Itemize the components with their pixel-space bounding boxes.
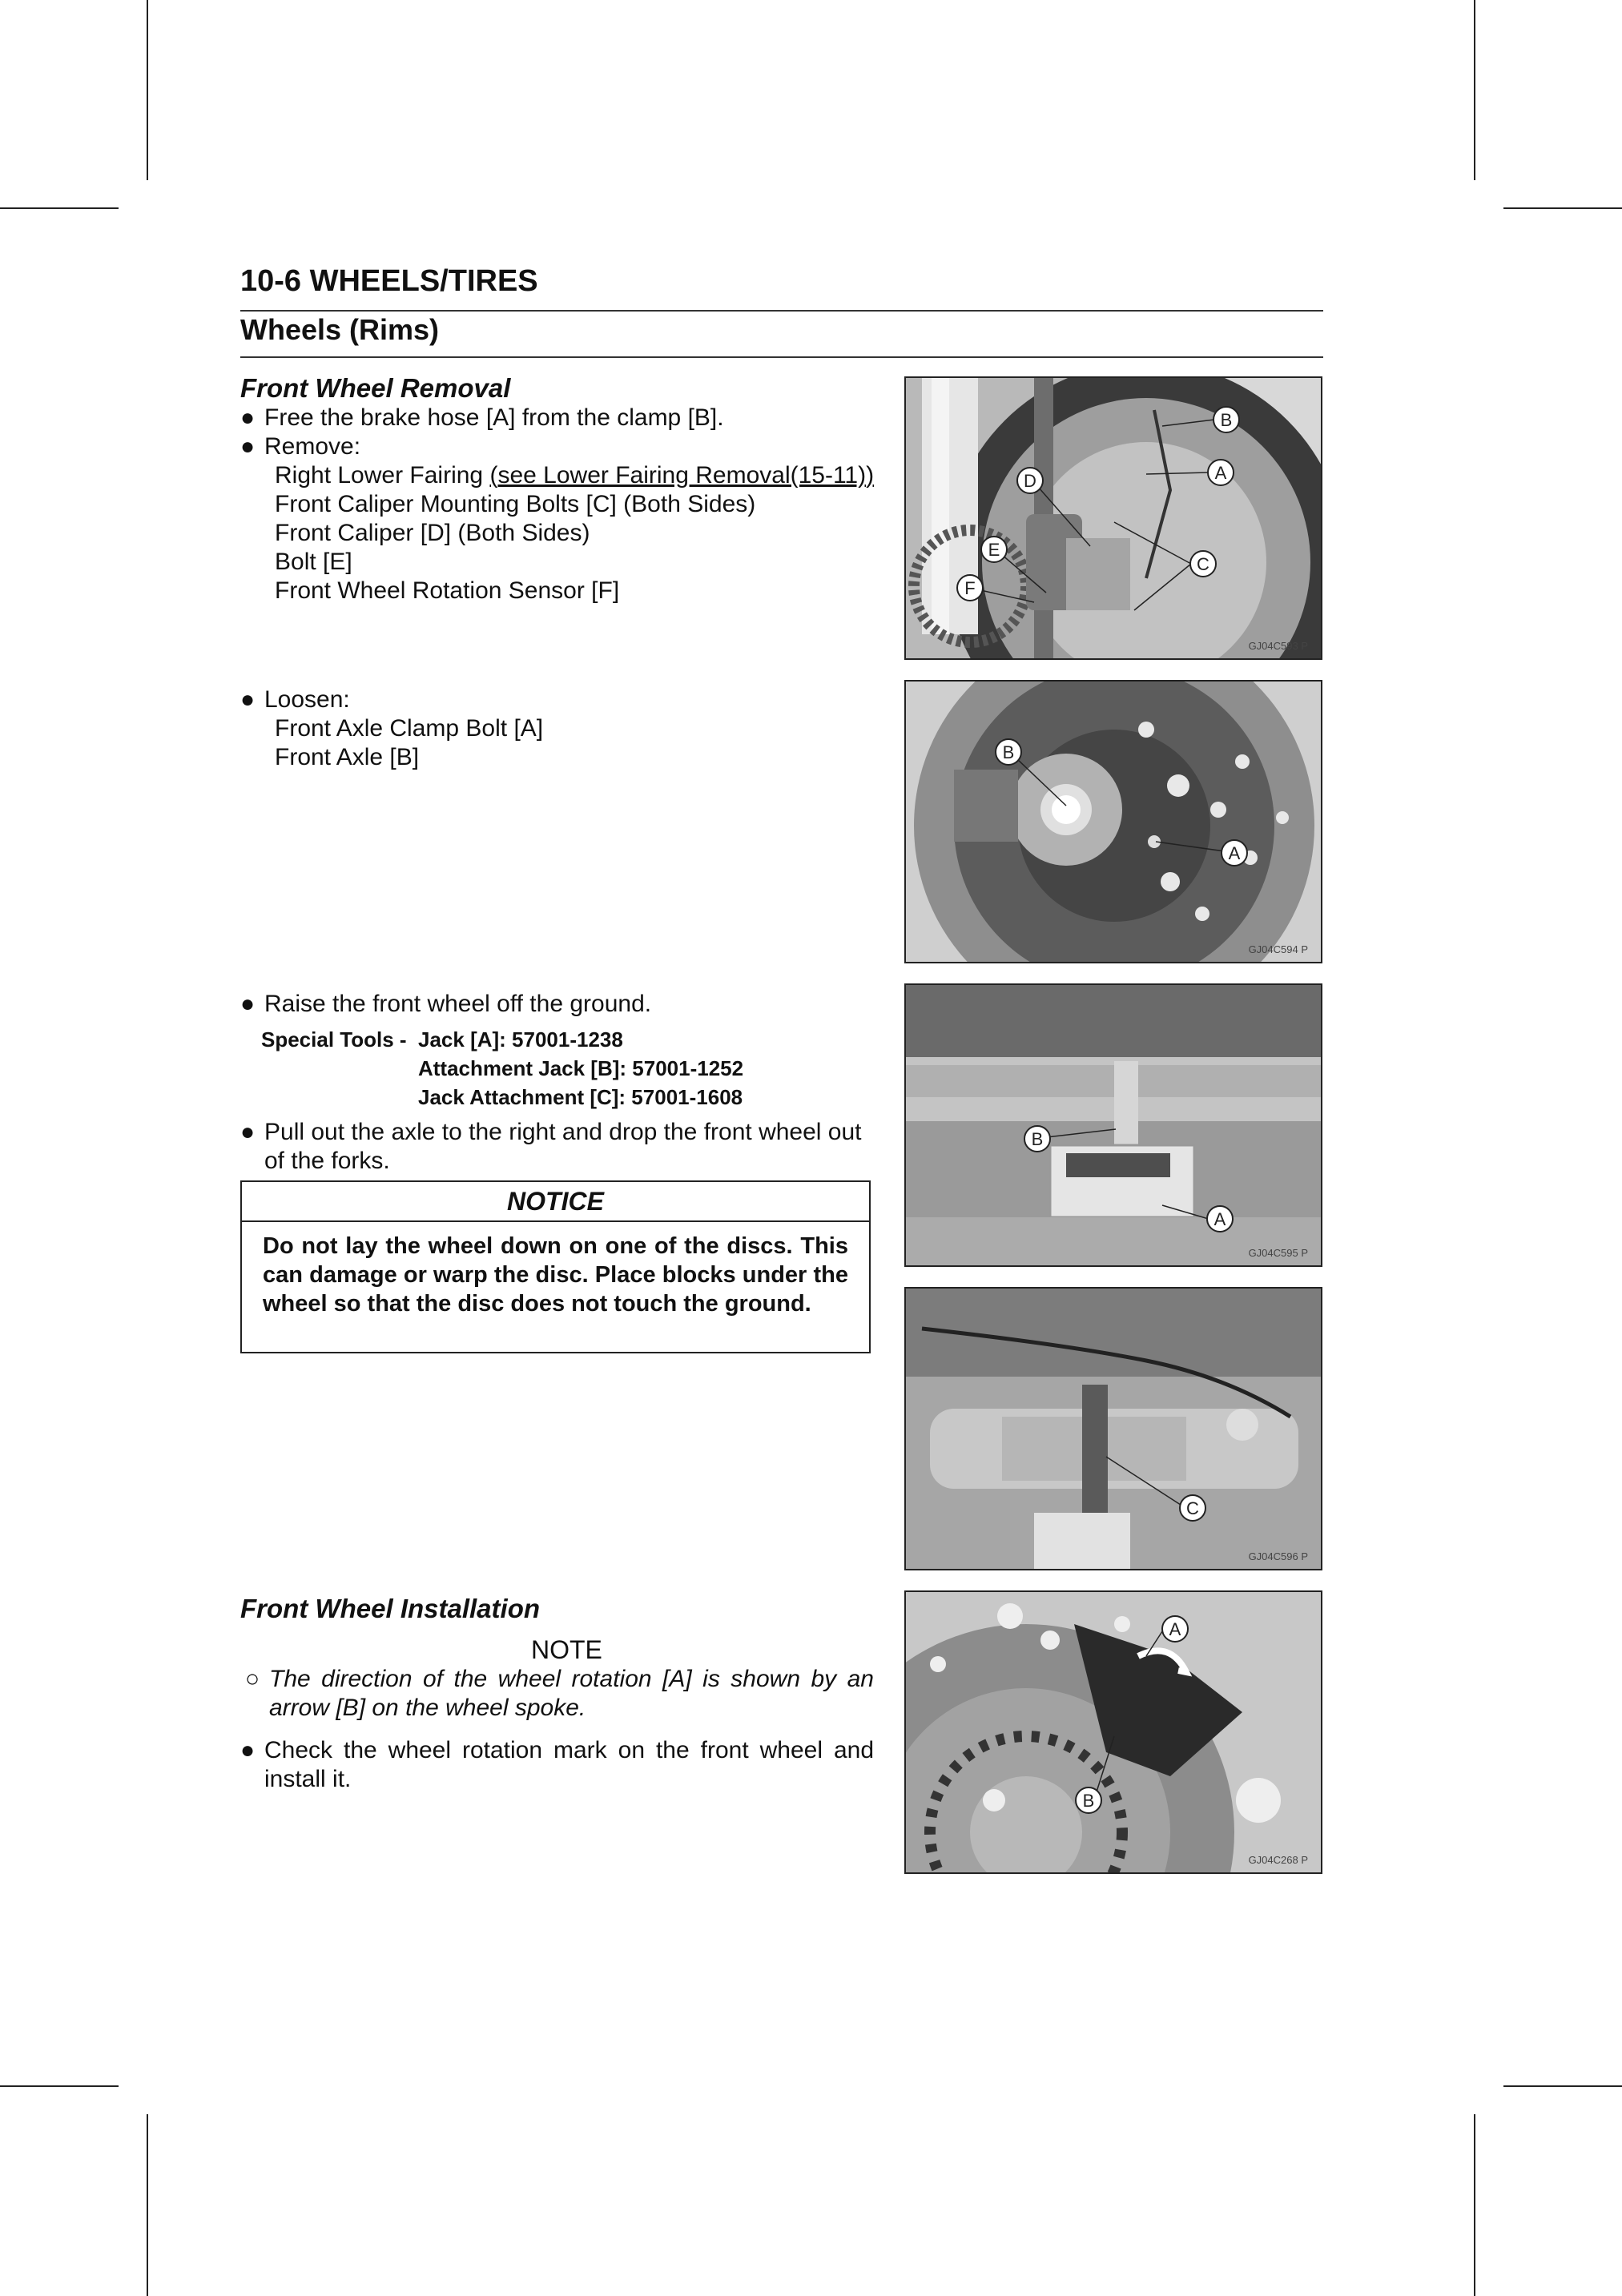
photo-jack-attachment-image [906, 1289, 1321, 1569]
removal-step-1: ● Free the brake hose [A] from the clamp [B]. [240, 404, 724, 431]
remove-list [240, 461, 874, 605]
callout-a [1162, 1616, 1188, 1642]
crop-mark [1503, 2085, 1622, 2087]
photo-jack-attachment [904, 1287, 1322, 1570]
removal-step-5: ● Pull out the axle to the right and drop the front wheel out of the forks. [240, 1119, 862, 1174]
installation-heading: Front Wheel Installation [240, 1594, 541, 1623]
crop-mark [1503, 207, 1622, 209]
crop-mark [1474, 2114, 1475, 2296]
notice-box [240, 1180, 871, 1353]
bullet-icon: ● [240, 686, 256, 713]
callout-a [1207, 1206, 1233, 1232]
svg-text:A: A [1213, 1209, 1226, 1229]
photo-brake-caliper-image [906, 378, 1321, 658]
crop-mark [147, 0, 148, 180]
photo-code: GJ04C268 P [1248, 1854, 1308, 1866]
crop-mark [0, 2085, 119, 2087]
photo-code: GJ04C595 P [1248, 1247, 1308, 1259]
section-rule [240, 356, 1323, 358]
callout-c [1190, 551, 1216, 577]
callout-c [1180, 1495, 1205, 1521]
crop-mark [0, 207, 119, 209]
remove-item: Right Lower Fairing (see Lower Fairing Removal(15-11)) [275, 462, 875, 489]
photo-jack-image [906, 985, 1321, 1265]
svg-text:B: B [1082, 1791, 1095, 1811]
page-title: 10-6 WHEELS/TIRES [240, 264, 538, 298]
callout-b [1024, 1126, 1050, 1152]
callout-a [1208, 460, 1234, 485]
circle-bullet-icon: ○ [245, 1666, 260, 1692]
callout-e [981, 537, 1007, 562]
photo-brake-caliper [904, 376, 1322, 660]
remove-item: Front Caliper Mounting Bolts [C] (Both Sides) [275, 491, 756, 517]
special-tools-label: Special Tools - [261, 1027, 407, 1051]
svg-text:D: D [1024, 471, 1036, 491]
callout-f [957, 575, 983, 601]
callout-b [996, 739, 1021, 765]
header-rule [240, 310, 1323, 312]
svg-text:C: C [1186, 1498, 1199, 1518]
cross-reference-link[interactable]: (see Lower Fairing Removal(15-11)) [489, 462, 875, 489]
photo-code: GJ04C593 P [1248, 640, 1308, 652]
svg-text:B: B [1002, 742, 1015, 762]
svg-text:E: E [988, 540, 1000, 560]
crop-mark [147, 2114, 148, 2296]
svg-text:C: C [1197, 554, 1209, 574]
photo-code: GJ04C596 P [1248, 1550, 1308, 1562]
remove-item: Front Wheel Rotation Sensor [F] [275, 577, 620, 604]
svg-text:F: F [964, 578, 976, 598]
photo-rotation-mark-image [906, 1592, 1321, 1872]
photo-jack [904, 983, 1322, 1267]
bullet-icon: ● [240, 991, 256, 1017]
section-title: Wheels (Rims) [240, 313, 440, 346]
remove-item: Bolt [E] [275, 549, 352, 575]
bullet-icon: ● [240, 1737, 256, 1763]
photo-code: GJ04C594 P [1248, 943, 1308, 955]
crop-mark [1474, 0, 1475, 180]
installation-step-1: ● Check the wheel rotation mark on the front wheel and install it. [240, 1737, 874, 1792]
callout-b [1213, 407, 1239, 432]
removal-heading: Front Wheel Removal [240, 373, 511, 403]
notice-body: Do not lay the wheel down on one of the discs. This can damage or warp the disc. Place blocks under the wheel so that the disc does not touch the ground. [263, 1233, 848, 1317]
removal-step-2: ● Remove: [240, 433, 361, 460]
photo-front-axle-image [906, 682, 1321, 962]
svg-text:A: A [1169, 1619, 1181, 1639]
callout-a [1222, 840, 1247, 866]
tool-item: Jack [A]: 57001-1238 [418, 1027, 623, 1051]
notice-title: NOTICE [242, 1182, 869, 1222]
bullet-icon: ● [240, 404, 256, 431]
tool-item: Attachment Jack [B]: 57001-1252 [418, 1056, 744, 1080]
loosen-list [240, 714, 543, 772]
svg-text:B: B [1031, 1129, 1044, 1149]
note-title: NOTE [531, 1635, 602, 1664]
loosen-item: Front Axle Clamp Bolt [A] [275, 715, 544, 742]
removal-step-4: ● Raise the front wheel off the ground. [240, 991, 652, 1017]
svg-text:A: A [1214, 463, 1227, 483]
svg-text:B: B [1220, 410, 1233, 430]
bullet-icon: ● [240, 1119, 256, 1145]
removal-step-3: ● Loosen: [240, 686, 350, 713]
photo-rotation-mark [904, 1590, 1322, 1874]
loosen-item: Front Axle [B] [275, 744, 420, 770]
callout-d [1017, 468, 1043, 493]
photo-front-axle [904, 680, 1322, 963]
tool-item: Jack Attachment [C]: 57001-1608 [418, 1085, 743, 1109]
note-text: ○ The direction of the wheel rotation [A] is shown by an arrow [B] on the wheel spoke. [245, 1666, 874, 1721]
svg-text:A: A [1228, 843, 1241, 863]
bullet-icon: ● [240, 433, 256, 460]
remove-item: Front Caliper [D] (Both Sides) [275, 520, 590, 546]
callout-b [1076, 1787, 1101, 1813]
